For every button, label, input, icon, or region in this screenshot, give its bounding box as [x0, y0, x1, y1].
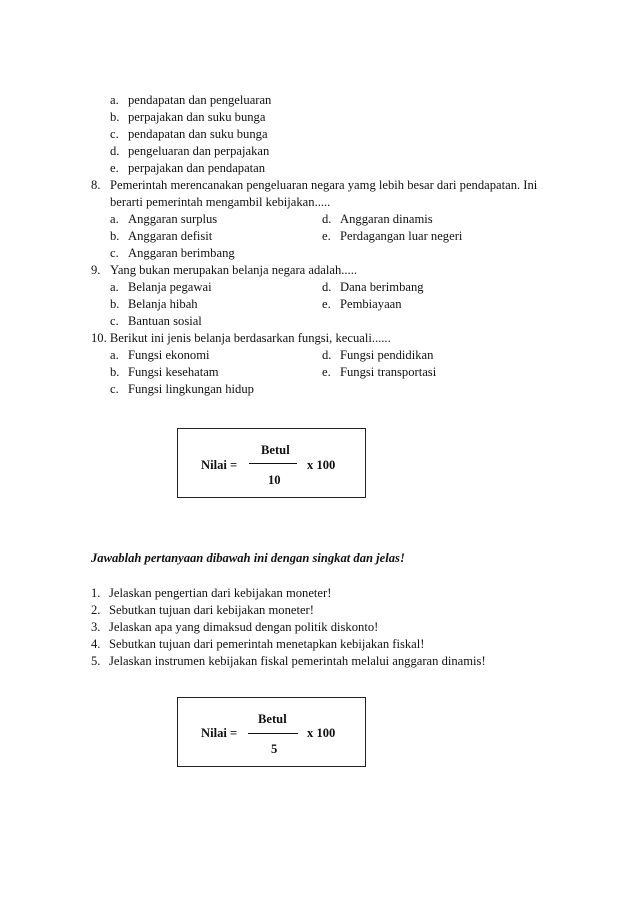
essay-item-2: 2. Sebutkan tujuan dari kebijakan moneter!: [91, 603, 314, 617]
score1-numerator: Betul: [261, 443, 290, 457]
score2-numerator: Betul: [258, 712, 287, 726]
q7-option-b: b. perpajakan dan suku bunga: [110, 110, 266, 124]
essay-instruction: Jawablah pertanyaan dibawah ini dengan singkat dan jelas!: [91, 551, 405, 565]
score2-multiplier: x 100: [307, 726, 336, 740]
q9-number: 9.: [91, 263, 101, 277]
score1-fraction-bar: [249, 463, 297, 464]
essay-item-5: 5. Jelaskan instrumen kebijakan fiskal pemerintah melalui anggaran dinamis!: [91, 654, 486, 668]
q8-option-d: d. Anggaran dinamis: [322, 212, 433, 226]
q9-option-a: a. Belanja pegawai: [110, 280, 212, 294]
q10-option-a: a. Fungsi ekonomi: [110, 348, 210, 362]
q7-option-e: e. perpajakan dan pendapatan: [110, 161, 266, 175]
q10-stem: 10. Berikut ini jenis belanja berdasarkan fungsi, kecuali......: [91, 331, 391, 345]
q10-option-d: d. Fungsi pendidikan: [322, 348, 434, 362]
q9-option-b: b. Belanja hibah: [110, 297, 198, 311]
q10-option-e: e. Fungsi transportasi: [322, 365, 437, 379]
q7-option-a: a. pendapatan dan pengeluaran: [110, 93, 272, 107]
q10-option-c: c. Fungsi lingkungan hidup: [110, 382, 254, 396]
q10-option-b: b. Fungsi kesehatam: [110, 365, 219, 379]
q8-stem-line1: Pemerintah merencanakan pengeluaran negara yamg lebih besar dari pendapatan. Ini: [110, 178, 538, 192]
score2-denominator: 5: [271, 742, 278, 756]
q7-option-d: d. pengeluaran dan perpajakan: [110, 144, 270, 158]
q8-option-a: a. Anggaran surplus: [110, 212, 218, 226]
q9-option-d: d. Dana berimbang: [322, 280, 424, 294]
q9-option-c: c. Bantuan sosial: [110, 314, 202, 328]
score2-fraction-bar: [248, 733, 298, 734]
score1-label: Nilai =: [201, 458, 238, 472]
q8-option-e: e. Perdagangan luar negeri: [322, 229, 463, 243]
q8-option-c: c. Anggaran berimbang: [110, 246, 235, 260]
essay-item-1: 1. Jelaskan pengertian dari kebijakan moneter!: [91, 586, 332, 600]
q7-option-c: c. pendapatan dan suku bunga: [110, 127, 268, 141]
q8-number: 8.: [91, 178, 101, 192]
score2-label: Nilai =: [201, 726, 238, 740]
q9-stem: Yang bukan merupakan belanja negara adalah.....: [110, 263, 358, 277]
essay-item-3: 3. Jelaskan apa yang dimaksud dengan politik diskonto!: [91, 620, 379, 634]
score1-denominator: 10: [268, 473, 281, 487]
q9-option-e: e. Pembiayaan: [322, 297, 402, 311]
q8-stem-line2: berarti pemerintah mengambil kebijakan.....: [110, 195, 331, 209]
score1-multiplier: x 100: [307, 458, 336, 472]
q8-option-b: b. Anggaran defisit: [110, 229, 213, 243]
essay-item-4: 4. Sebutkan tujuan dari pemerintah menetapkan kebijakan fiskal!: [91, 637, 425, 651]
